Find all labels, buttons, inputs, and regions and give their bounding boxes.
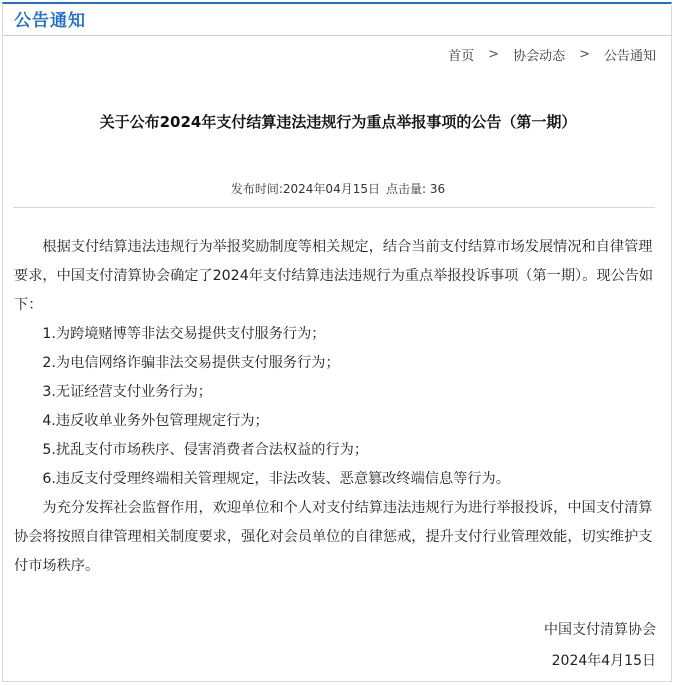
list-item: 4.违反收单业务外包管理规定行为；: [42, 413, 269, 429]
article-title: 关于公布2024年支付结算违法违规行为重点举报事项的公告（第一期）: [99, 113, 577, 131]
breadcrumb-separator-icon: >: [579, 47, 590, 62]
list-item: 1.为跨境赌博等非法交易提供支付服务行为；: [42, 326, 326, 342]
breadcrumb-current-link[interactable]: 公告通知: [603, 49, 656, 64]
header-divider: [3, 35, 671, 36]
click-count-label: 点击量:: [385, 182, 427, 196]
breadcrumb-separator-icon: >: [488, 47, 500, 62]
signature: 中国支付清算协会: [544, 622, 656, 638]
intro-paragraph: 根据支付结算违法违规行为举报奖励制度等相关规定，结合当前支付结算市场发展情况和自律管理要求，中国支付清算协会确定了2024年支付结算违法违规行为重点举报投诉事项（第一期）。现公告如下：: [14, 239, 654, 313]
signature-date: 2024年4月15日: [551, 653, 656, 669]
click-count-value: 36: [429, 182, 446, 196]
article-body: [14, 233, 656, 581]
breadcrumb-home-link[interactable]: 首页: [448, 49, 475, 64]
published-label: 发布时间:: [230, 182, 283, 196]
closing-paragraph: 为充分发挥社会监督作用，欢迎单位和个人对支付结算违法违规行为进行举报投诉，中国支付清算协会将按照自律管理相关制度要求，强化对会员单位的自律惩戒，提升支付行业管理效能，切实维护支付市场秩序。: [14, 500, 653, 574]
list-item: 6.违反支付受理终端相关管理规定，非法改装、恶意篡改终端信息等行为。: [42, 471, 510, 487]
meta-divider: [13, 207, 655, 208]
section-header-title: 公告通知: [14, 11, 86, 31]
breadcrumb-section-link[interactable]: 协会动态: [513, 49, 566, 64]
list-item: 5.扰乱支付市场秩序、侵害消费者合法权益的行为；: [42, 442, 369, 458]
list-item: 3.无证经营支付业务行为；: [42, 384, 212, 400]
article-meta: [0, 180, 676, 197]
list-item: 2.为电信网络诈骗非法交易提供支付服务行为；: [42, 355, 340, 371]
breadcrumb: [448, 45, 656, 64]
published-date: 2024年04月15日: [282, 182, 380, 196]
